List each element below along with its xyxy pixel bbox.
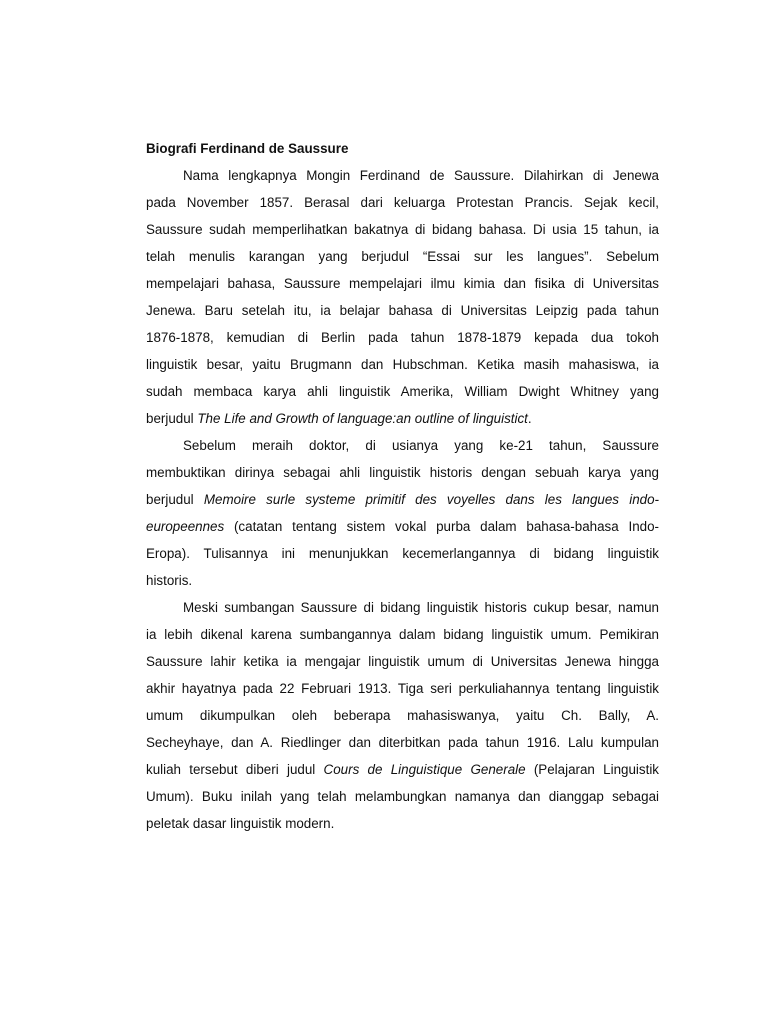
body-text: Eropa). Tulisannya ini menunjukkan kecemerlangannya di bidang linguistik (146, 546, 659, 561)
paragraph-line (146, 702, 659, 729)
italic-title-text: The Life and Growth of language:an outline of linguistict (197, 411, 528, 426)
paragraph (146, 162, 659, 432)
paragraph-line (146, 540, 659, 567)
paragraph-line (146, 756, 659, 783)
body-text: umum dikumpulkan oleh beberapa mahasiswanya, yaitu Ch. Bally, A. (146, 708, 659, 723)
body-text: Nama lengkapnya Mongin Ferdinand de Saussure. Dilahirkan di Jenewa (183, 168, 659, 183)
document-title: Biografi Ferdinand de Saussure (146, 141, 349, 156)
paragraph-line (146, 297, 659, 324)
paragraph-line (146, 243, 659, 270)
paragraph (146, 432, 659, 594)
paragraph-line (146, 648, 659, 675)
paragraphs-container (146, 162, 659, 837)
paragraph-line (146, 621, 659, 648)
italic-title-text: Cours de Linguistique Generale (323, 762, 526, 777)
paragraph-line (146, 486, 659, 513)
paragraph (146, 594, 659, 837)
body-text: Saussure sudah memperlihatkan bakatnya di bidang bahasa. Di usia 15 tahun, ia (146, 222, 659, 237)
paragraph-line (146, 783, 659, 810)
body-text: Umum). Buku inilah yang telah melambungkan namanya dan dianggap sebagai (146, 789, 659, 804)
body-text: akhir hayatnya pada 22 Februari 1913. Tiga seri perkuliahannya tentang linguistik (146, 681, 659, 696)
paragraph-line (146, 378, 659, 405)
body-text: Secheyhaye, dan A. Riedlinger dan diterbitkan pada tahun 1916. Lalu kumpulan (146, 735, 659, 750)
paragraph-line (146, 432, 659, 459)
body-text: membuktikan dirinya sebagai ahli linguistik historis dengan sebuah karya yang (146, 465, 659, 480)
paragraph-line (146, 594, 659, 621)
body-text: Sebelum meraih doktor, di usianya yang ke-21 tahun, Saussure (183, 438, 659, 453)
body-text: . (527, 411, 532, 426)
body-text: Meski sumbangan Saussure di bidang linguistik historis cukup besar, namun (183, 600, 659, 615)
body-text: Saussure lahir ketika ia mengajar linguistik umum di Universitas Jenewa hingga (146, 654, 659, 669)
paragraph-line (146, 351, 659, 378)
paragraph-line (146, 216, 659, 243)
paragraph-line (146, 324, 659, 351)
body-text: peletak dasar linguistik modern. (146, 816, 335, 831)
body-text: (catatan tentang sistem vokal purba dalam bahasa-bahasa Indo- (224, 519, 659, 534)
paragraph-line (146, 513, 659, 540)
body-text: (Pelajaran Linguistik (525, 762, 659, 777)
paragraph-line (146, 675, 659, 702)
paragraph-line (146, 405, 659, 432)
body-text: mempelajari bahasa, Saussure mempelajari ilmu kimia dan fisika di Universitas (146, 276, 659, 291)
italic-title-text: europeennes (146, 519, 225, 534)
body-text: pada November 1857. Berasal dari keluarga Protestan Prancis. Sejak kecil, (146, 195, 659, 210)
body-text: kuliah tersebut diberi judul (146, 762, 324, 777)
paragraph-line (146, 270, 659, 297)
body-text: telah menulis karangan yang berjudul “Essai sur les langues”. Sebelum (146, 249, 659, 264)
body-text: historis. (146, 573, 193, 588)
body-text: 1876-1878, kemudian di Berlin pada tahun 1878-1879 kepada dua tokoh (146, 330, 659, 345)
body-text: Jenewa. Baru setelah itu, ia belajar bahasa di Universitas Leipzig pada tahun (146, 303, 659, 318)
paragraph-line (146, 810, 659, 837)
document-body (146, 135, 659, 837)
paragraph-line (146, 189, 659, 216)
paragraph-line (146, 567, 659, 594)
body-text: berjudul (146, 411, 198, 426)
paragraph-line (146, 459, 659, 486)
paragraph-line (146, 729, 659, 756)
paragraph-line (146, 162, 659, 189)
body-text: berjudul (146, 492, 204, 507)
body-text: linguistik besar, yaitu Brugmann dan Hubschman. Ketika masih mahasiswa, ia (146, 357, 659, 372)
italic-title-text: Memoire surle systeme primitif des voyelles dans les langues indo- (203, 492, 659, 507)
body-text: ia lebih dikenal karena sumbangannya dalam bidang linguistik umum. Pemikiran (146, 627, 659, 642)
body-text: sudah membaca karya ahli linguistik Amerika, William Dwight Whitney yang (146, 384, 659, 399)
